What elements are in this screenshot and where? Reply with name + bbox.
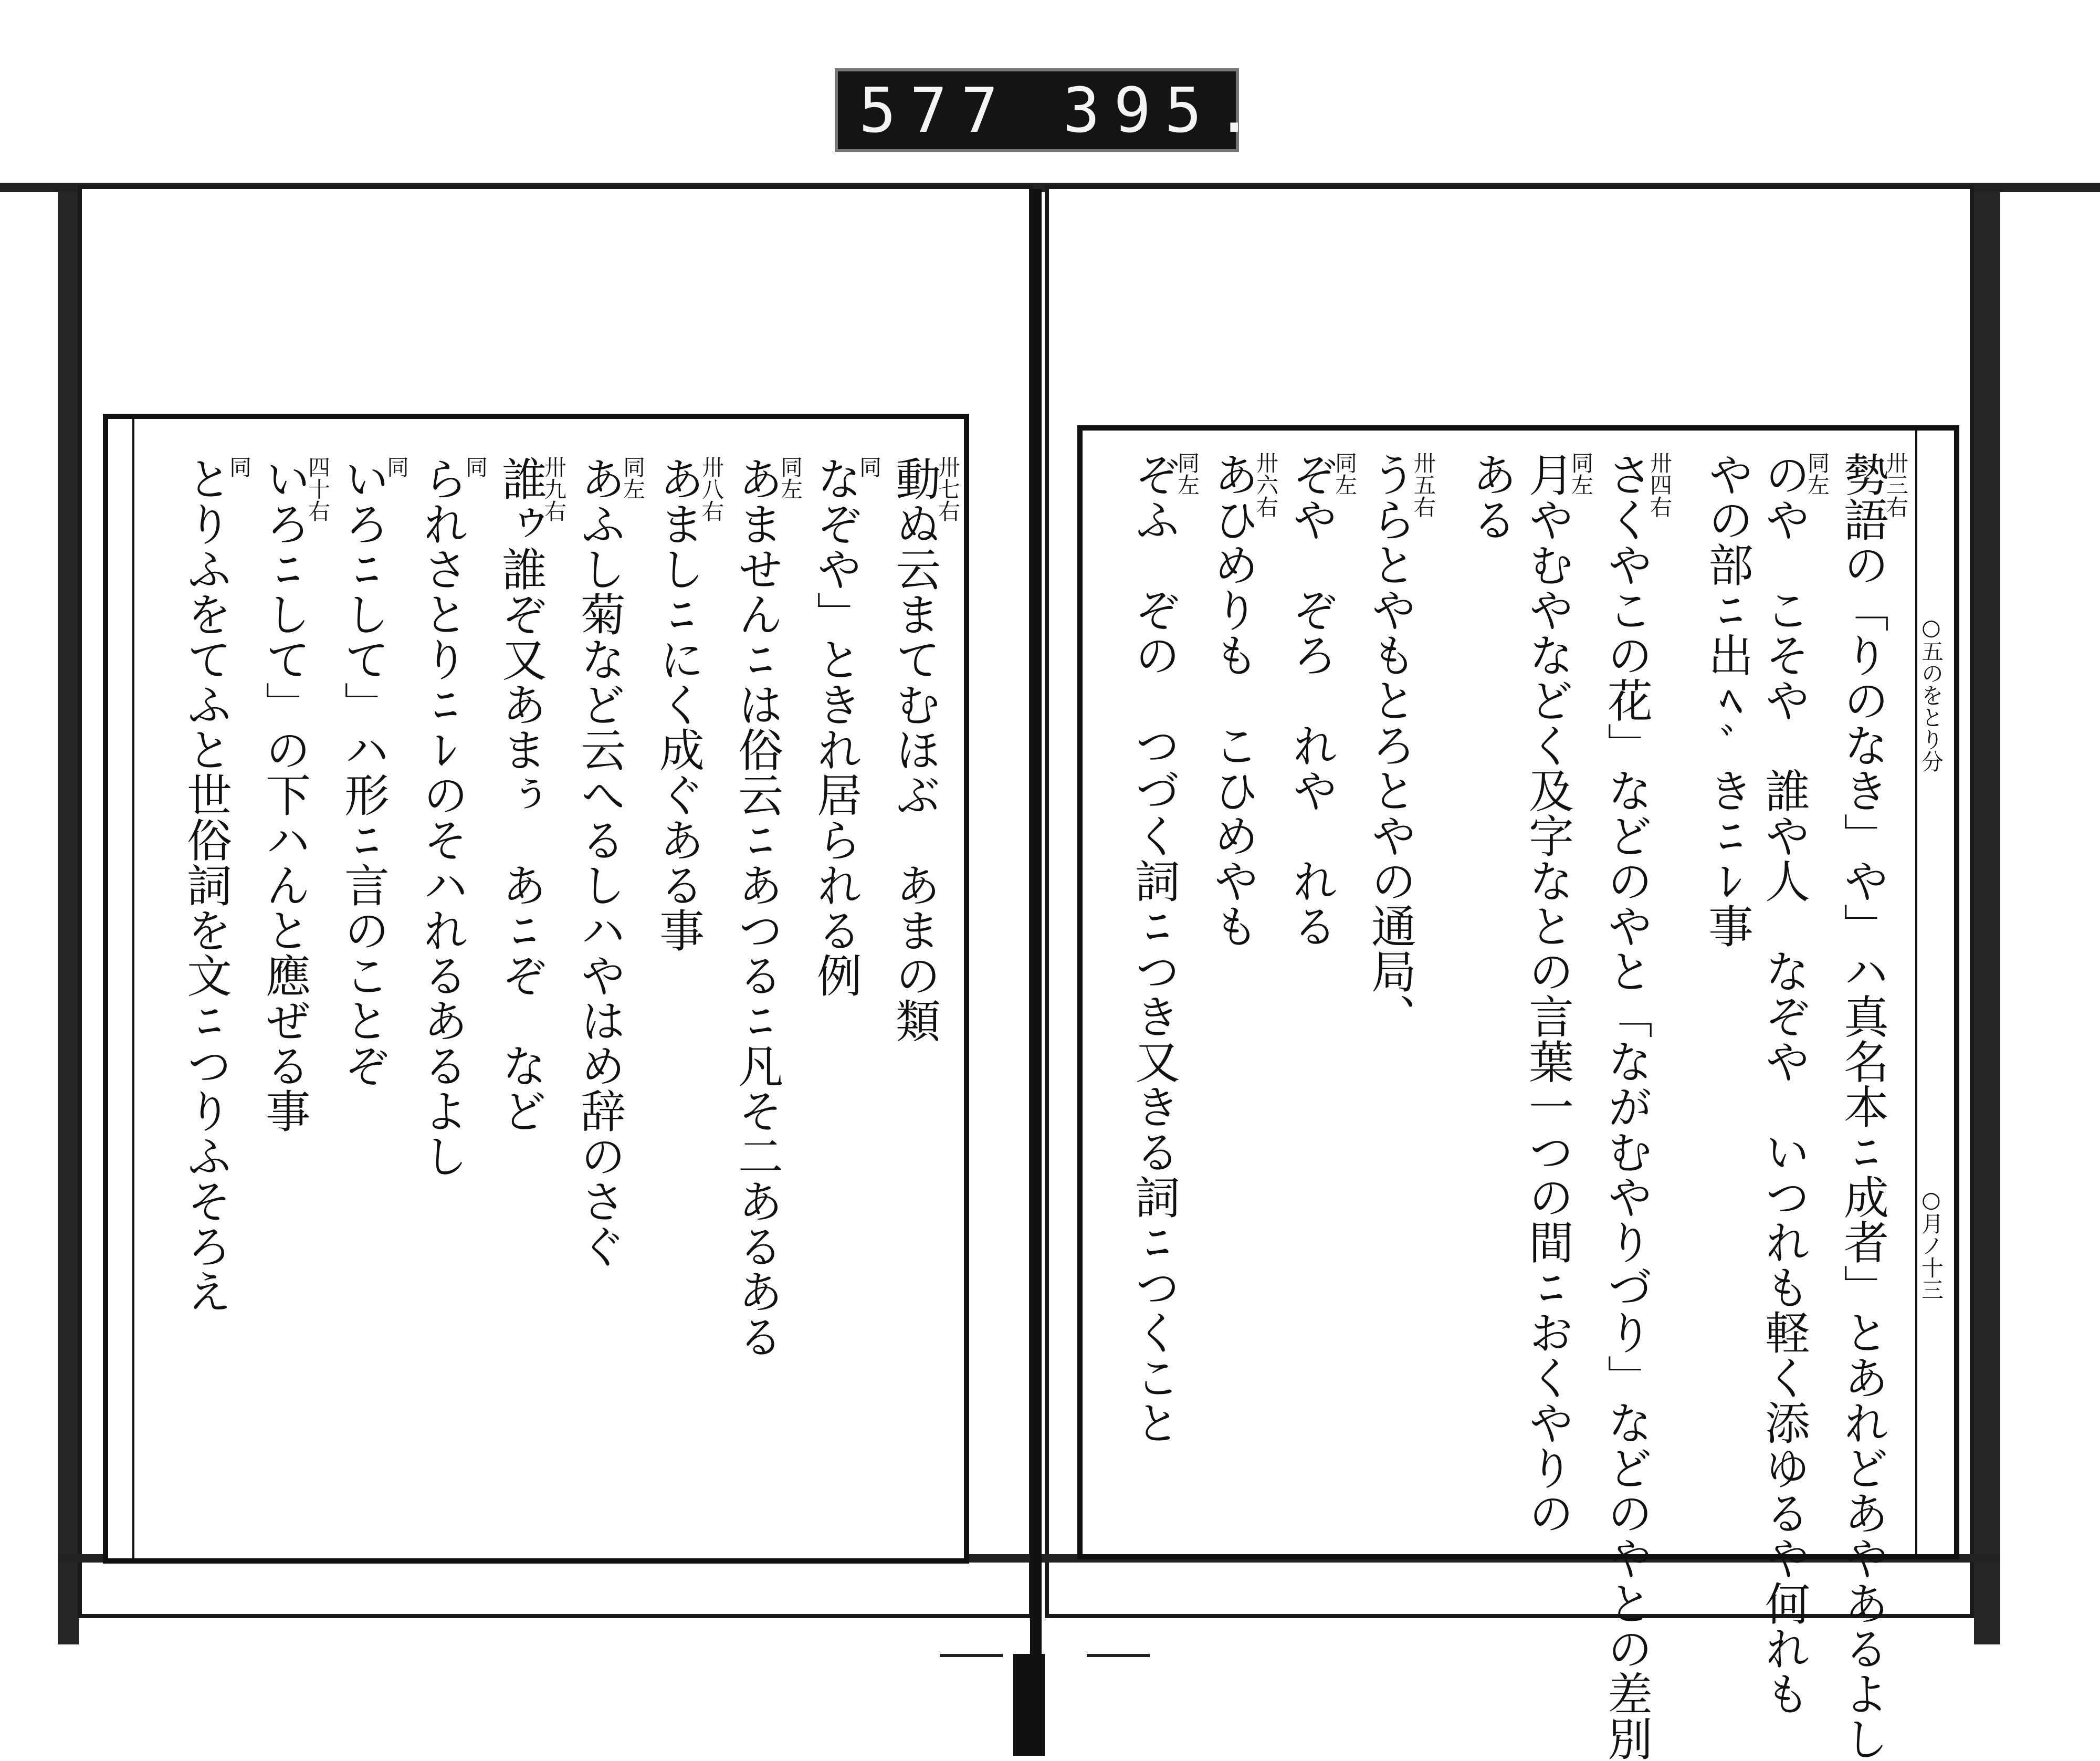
right-bottom-marker: ○月ノ十三 — [1918, 1187, 1944, 1301]
column-text: あふし菊など云へるしハやはめ辞のさぐ — [573, 456, 625, 1269]
right-column-9 — [1206, 452, 1279, 948]
column-ref: 同左 — [1174, 452, 1200, 496]
column-ref: 卅七右 — [935, 456, 961, 522]
archive-label: 577 395. — [835, 68, 1239, 152]
spine-foot — [1013, 1654, 1045, 1756]
left-column-5 — [573, 456, 646, 1269]
column-ref: 卅三右 — [1883, 452, 1909, 518]
column-ref: 卅六右 — [1253, 452, 1279, 518]
foot-mark-right — [1087, 1654, 1150, 1657]
left-column-8 — [337, 456, 410, 1088]
column-ref: 同左 — [778, 456, 803, 500]
left-column-2 — [809, 456, 882, 998]
book-edge-right — [1974, 185, 2000, 1644]
left-column-4 — [652, 456, 724, 952]
column-text: ぞふ ぞの つづく詞ﾆつき又きる詞ﾆつくこと — [1127, 452, 1180, 1445]
left-column-9 — [258, 456, 331, 1133]
left-column-1 — [888, 456, 961, 1043]
column-text: あませんﾆは俗云ﾆあつるﾆ凡そ二あるある — [730, 456, 783, 1359]
right-column-7 — [1363, 452, 1436, 1039]
right-column-10 — [1127, 452, 1200, 1445]
column-text: られさとりﾆﾚのそハれるあるよし — [415, 456, 468, 1178]
column-ref: 卅四右 — [1647, 452, 1673, 518]
column-text: 月やむやなどく及字なとの言葉一つの間ﾆおくやりの — [1521, 452, 1573, 1535]
left-frame-inner-rule — [132, 419, 134, 1558]
column-text: なぞや」ときれ居られる例 — [809, 456, 862, 998]
right-column-5 — [1521, 452, 1594, 1535]
foot-mark-left — [940, 1654, 1003, 1657]
column-text: 誰ゥ誰ぞ又あまぅ あﾆぞ など — [494, 456, 547, 1133]
column-ref: 卅五右 — [1411, 452, 1436, 518]
column-text: のや こそや 誰や人 なぞや いつれも軽く添ゆるや何れも — [1757, 452, 1810, 1716]
left-column-7 — [415, 456, 488, 1178]
column-text: さくやこの花」などのやと「ながむやりづり」などのやとの差別 — [1600, 452, 1652, 1761]
right-column-3 — [1700, 452, 1753, 948]
left-column-10 — [179, 456, 252, 1314]
left-column-3 — [730, 456, 803, 1359]
column-text: 動ぬ云まてむほぶ あまの類 — [888, 456, 940, 1043]
column-text: とりふをてふと世俗詞を文ﾆつりふそろえ — [179, 456, 232, 1314]
right-column-4 — [1600, 452, 1673, 1761]
column-text: いろﾆして」の下ハんと應ぜる事 — [258, 456, 310, 1133]
column-text: あひめりも こひめやも — [1206, 452, 1258, 948]
column-ref: 同左 — [1804, 452, 1830, 496]
column-text: ある — [1464, 452, 1517, 542]
column-ref: 卅九右 — [541, 456, 567, 522]
right-column-8 — [1285, 452, 1358, 948]
book-edge-left — [58, 185, 79, 1644]
column-text: やの部ﾆ出ﾍﾞきﾆﾚ事 — [1700, 452, 1753, 948]
column-ref: 同 — [463, 456, 488, 478]
column-text: あましﾆにく成ぐある事 — [652, 456, 704, 952]
column-text: ぞや ぞろ れや れる — [1285, 452, 1337, 948]
right-top-marker: ○五のをとり分 — [1918, 614, 1944, 772]
column-ref: 同 — [856, 456, 882, 478]
column-text: 勢語の「りのなき」や」ハ真名本ﾆ成者」とあれどあやあるよし — [1836, 452, 1888, 1761]
column-ref: 同左 — [1332, 452, 1358, 496]
right-text-frame — [1077, 425, 1959, 1761]
right-column-6 — [1464, 452, 1517, 542]
column-ref: 卅八右 — [699, 456, 724, 522]
column-text: うらとやもとろとやの通局、 — [1363, 452, 1416, 1039]
column-ref: 同 — [384, 456, 410, 478]
book-spine — [1030, 189, 1042, 1756]
right-column-1 — [1836, 452, 1909, 1761]
right-column-2 — [1757, 452, 1830, 1716]
right-frame-inner-rule — [1915, 431, 1917, 1554]
column-text: いろﾆして」ハ形ﾆ言のことぞ — [337, 456, 389, 1088]
column-ref: 四十右 — [305, 456, 331, 522]
column-ref: 同左 — [1568, 452, 1594, 496]
left-text-frame — [103, 414, 969, 1564]
column-ref: 同左 — [620, 456, 646, 500]
left-column-6 — [494, 456, 567, 1133]
column-ref: 同 — [226, 456, 252, 478]
